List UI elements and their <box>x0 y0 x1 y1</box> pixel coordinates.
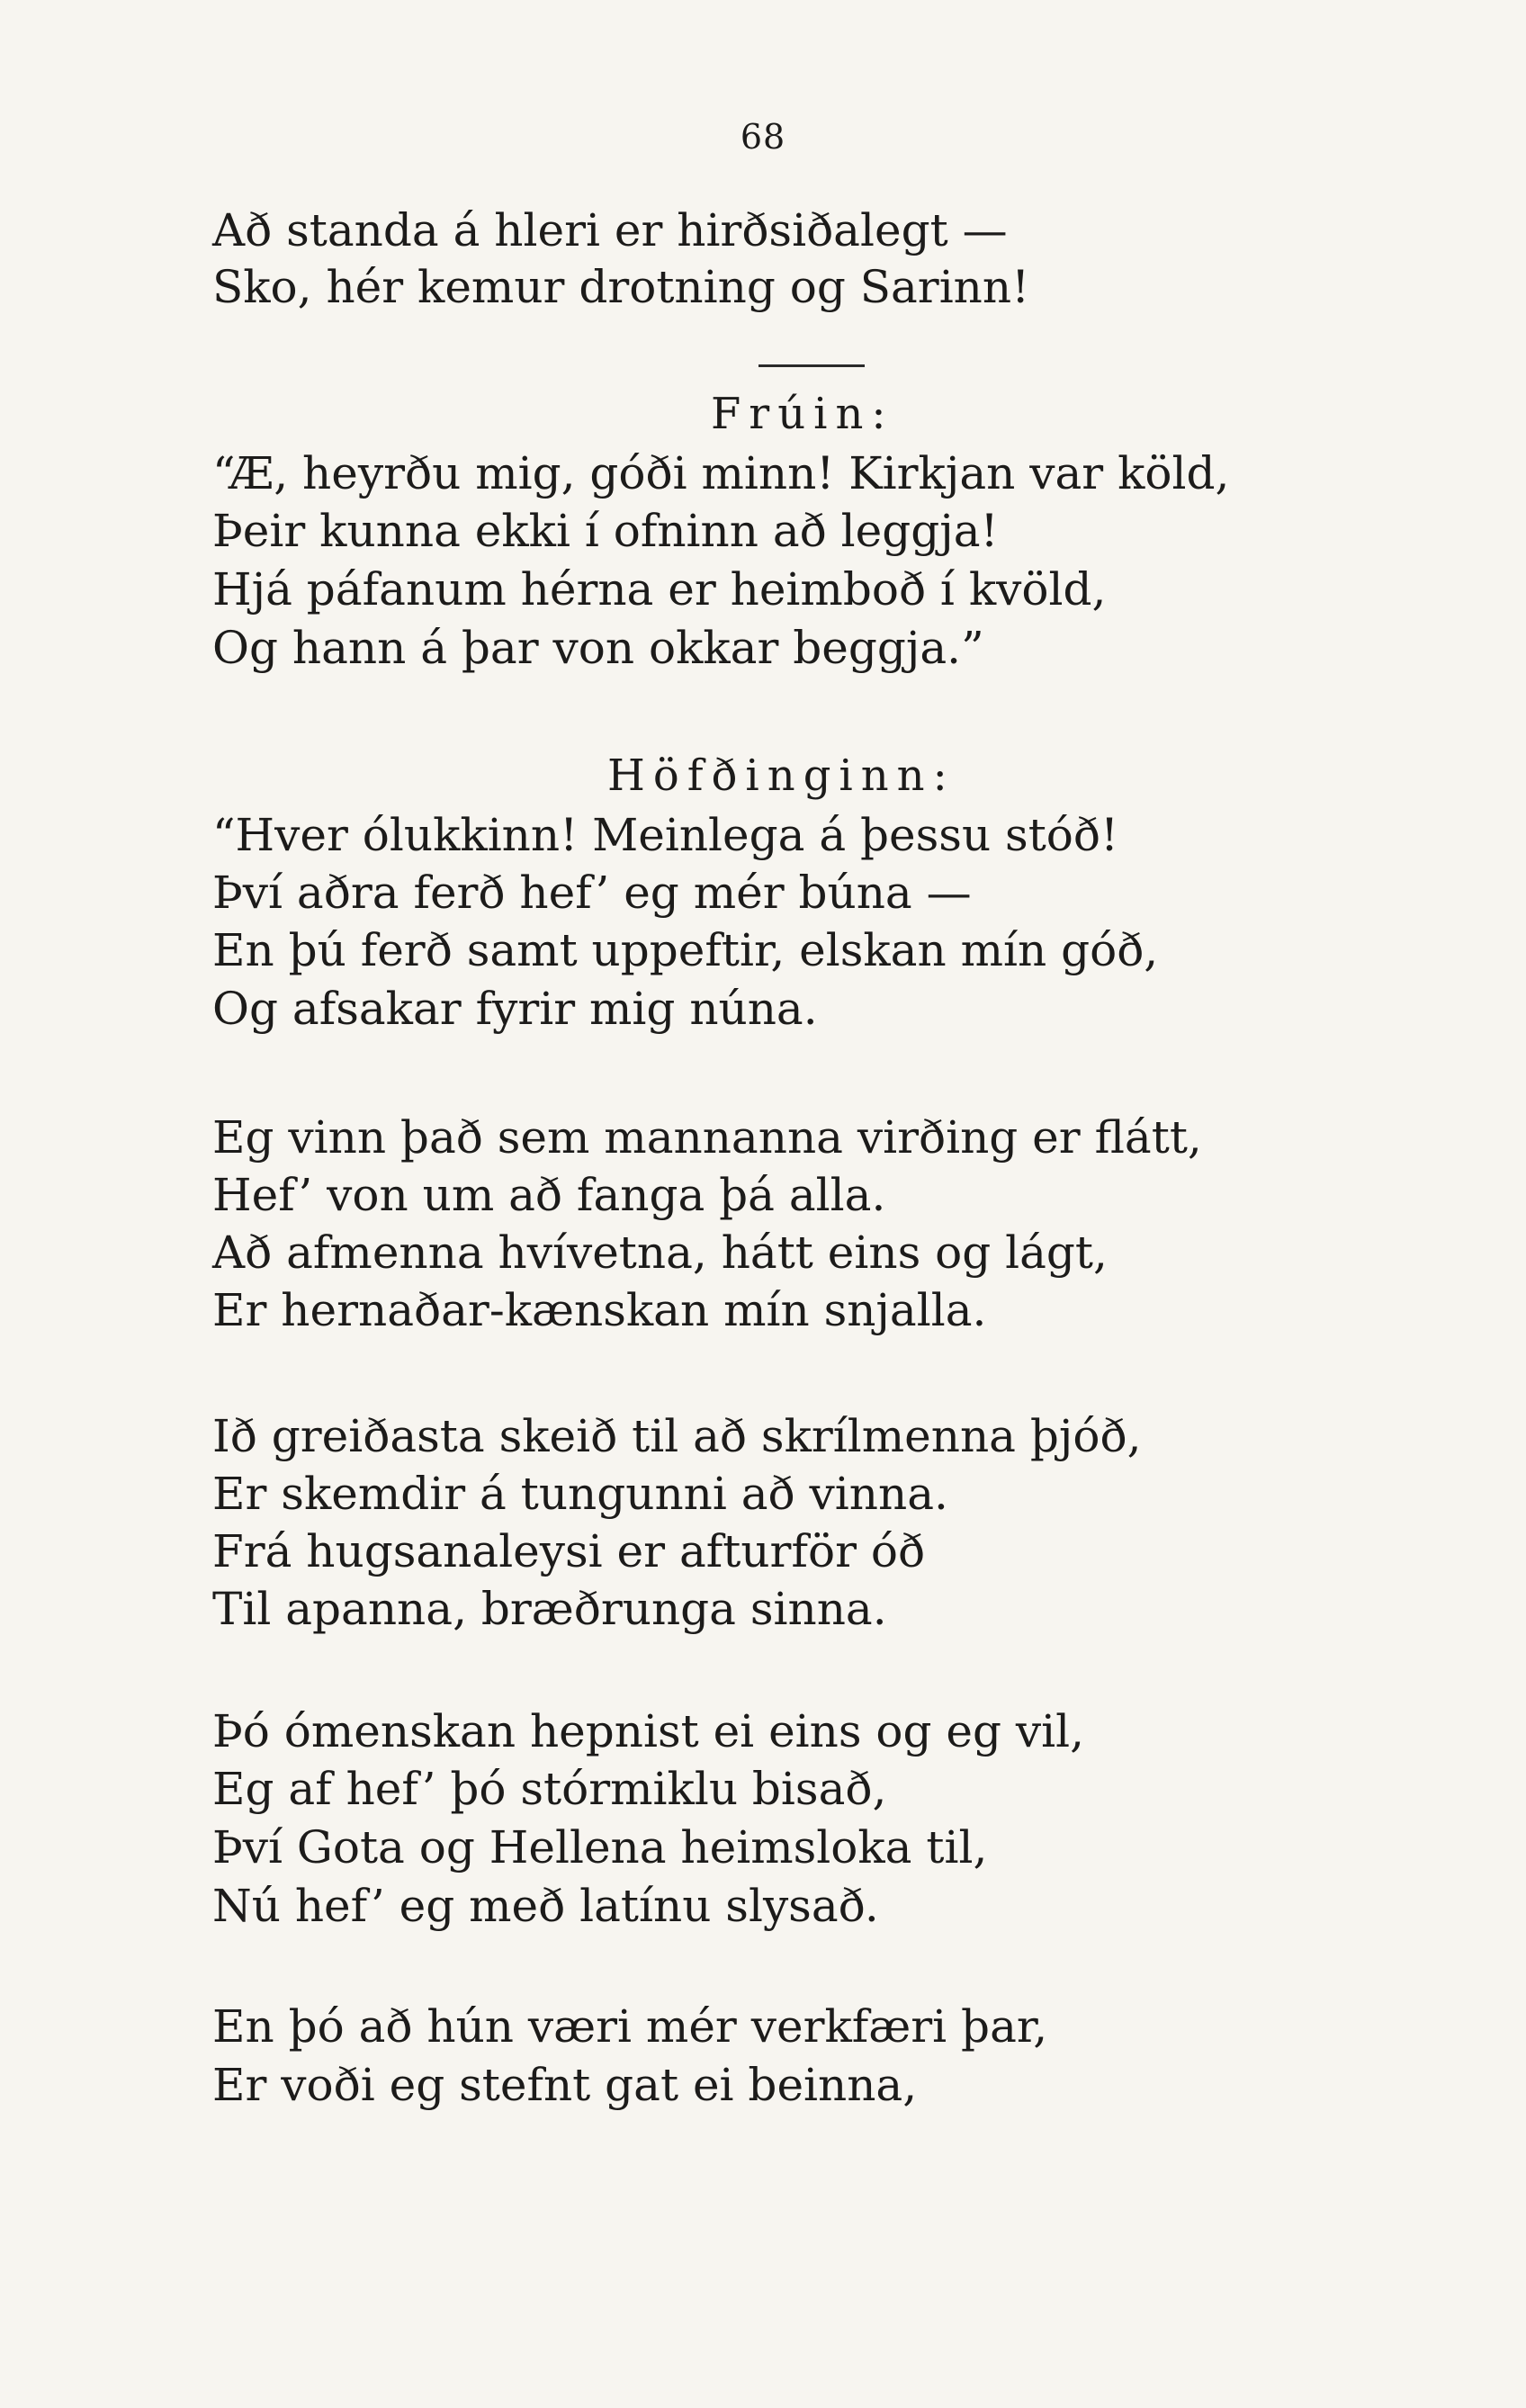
verse-line: Og afsakar fyrir mig núna. <box>212 983 818 1035</box>
verse-line: Ið greiðasta skeið til að skrílmenna þjóð, <box>212 1410 1142 1462</box>
verse-line: Þó ómenskan hepnist ei eins og eg vil, <box>212 1705 1085 1757</box>
verse-line: Og hann á þar von okkar beggja.” <box>212 622 984 674</box>
verse-line: “Æ, heyrðu mig, góði minn! Kirkjan var köld, <box>212 447 1230 499</box>
verse-line: Til apanna, bræðrunga sinna. <box>212 1583 887 1635</box>
verse-line: Að afmenna hvívetna, hátt eins og lágt, <box>212 1226 1108 1279</box>
verse-line: Nú hef’ eg með latínu slysað. <box>212 1880 879 1932</box>
verse-line: Er skemdir á tungunni að vinna. <box>212 1468 948 1520</box>
verse-line: Sko, hér kemur drotning og Sarinn! <box>212 261 1030 313</box>
speaker-heading: Höfðinginn: <box>607 750 956 801</box>
verse-line: “Hver ólukkinn! Meinlega á þessu stóð! <box>212 809 1119 861</box>
verse-line: Eg vinn það sem mannanna virðing er flátt, <box>212 1111 1202 1164</box>
verse-line: Þeir kunna ekki í ofninn að leggja! <box>212 505 999 557</box>
verse-line: En þó að hún væri mér verkfæri þar, <box>212 2000 1048 2053</box>
verse-line: Er voði eg stefnt gat ei beinna, <box>212 2059 918 2111</box>
speaker-heading: Frúin: <box>711 389 894 439</box>
page-number: 68 <box>740 117 786 157</box>
verse-line: Að standa á hleri er hirðsiðalegt — <box>212 204 1008 256</box>
verse-line: Frá hugsanaleysi er afturför óð <box>212 1525 926 1577</box>
verse-line: Eg af hef’ þó stórmiklu bisað, <box>212 1763 887 1815</box>
verse-line: Er hernaðar-kænskan mín snjalla. <box>212 1284 987 1336</box>
verse-line: Því Gota og Hellena heimsloka til, <box>212 1821 988 1873</box>
section-divider <box>759 364 865 367</box>
verse-line: Hjá páfanum hérna er heimboð í kvöld, <box>212 563 1107 615</box>
verse-line: Hef’ von um að fanga þá alla. <box>212 1169 886 1221</box>
verse-line: Því aðra ferð hef’ eg mér búna — <box>212 867 972 919</box>
verse-line: En þú ferð samt uppeftir, elskan mín góð, <box>212 924 1159 976</box>
